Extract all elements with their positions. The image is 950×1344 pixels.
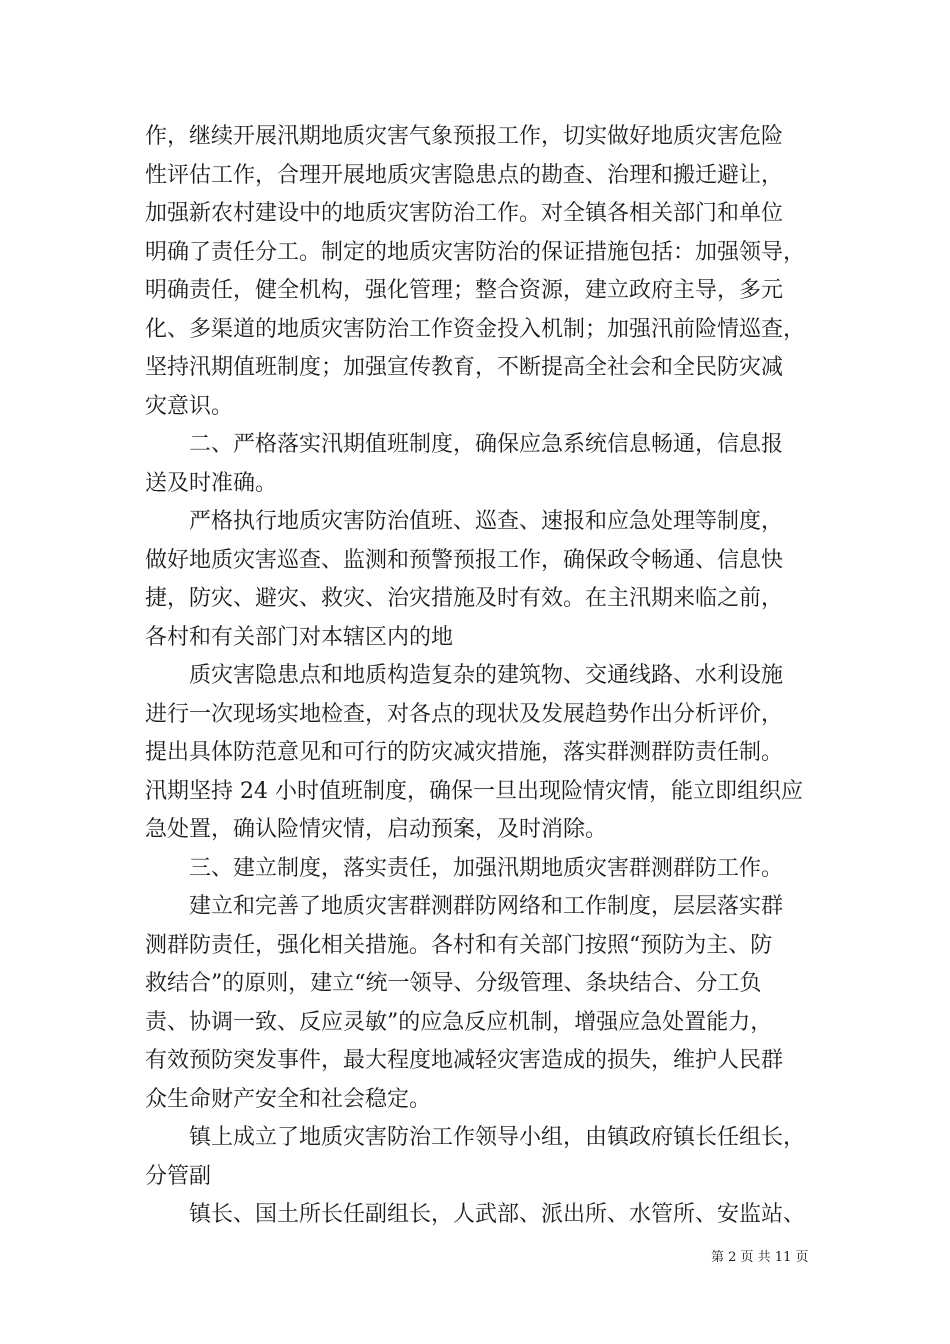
text-line: 汛期坚持 24 小时值班制度，确保一旦出现险情灾情，能立即组织应	[145, 778, 803, 804]
text-line: 责、协调一致、反应灵敏”的应急反应机制，增强应急处置能力，	[145, 1009, 773, 1035]
text-line: 众生命财产安全和社会稳定。	[145, 1086, 432, 1112]
text-line: 加强新农村建设中的地质灾害防治工作。对全镇各相关部门和单位	[145, 201, 784, 226]
text-line: 坚持汛期值班制度；加强宣传教育，不断提高全社会和全民防灾减	[145, 355, 784, 380]
text-line: 捷，防灾、避灾、救灾、治灾措施及时有效。在主汛期来临之前，	[145, 586, 784, 611]
text-line: 急处置，确认险情灾情，启动预案，及时消除。	[145, 817, 608, 842]
text-line: 建立和完善了地质灾害群测群防网络和工作制度，层层落实群	[189, 894, 784, 919]
text-line: 严格执行地质灾害防治值班、巡查、速报和应急处理等制度，	[189, 509, 784, 534]
text-line: 性评估工作，合理开展地质灾害隐患点的勘查、治理和搬迁避让，	[145, 162, 784, 188]
text-line: 救结合”的原则，建立“统一领导、分级管理、条块结合、分工负	[145, 971, 762, 996]
text-line: 镇长、国土所长任副组长，人武部、派出所、水管所、安监站、	[189, 1202, 806, 1227]
text-line: 镇上成立了地质灾害防治工作领导小组，由镇政府镇长任组长，	[189, 1125, 806, 1150]
text-line: 作，继续开展汛期地质灾害气象预报工作，切实做好地质灾害危险	[145, 124, 784, 149]
text-line: 分管副	[145, 1163, 212, 1189]
text-line: 各村和有关部门对本辖区内的地	[145, 624, 454, 650]
text-line: 测群防责任，强化相关措施。各村和有关部门按照“预防为主、防	[145, 932, 773, 958]
text-line: 做好地质灾害巡查、监测和预警预报工作，确保政令畅通、信息快	[145, 547, 784, 573]
text-line: 化、多渠道的地质灾害防治工作资金投入机制；加强汛前险情巡查，	[145, 316, 806, 342]
text-line: 进行一次现场实地检查，对各点的现状及发展趋势作出分析评价，	[145, 701, 784, 727]
text-line: 明确了责任分工。制定的地质灾害防治的保证措施包括：加强领导，	[145, 239, 806, 265]
text-line: 灾意识。	[145, 393, 234, 419]
document-body	[145, 118, 825, 1235]
page-number-footer: 第 2 页 共 11 页	[711, 1250, 809, 1265]
text-line: 质灾害隐患点和地质构造复杂的建筑物、交通线路、水利设施	[189, 663, 784, 688]
text-line: 有效预防突发事件，最大程度地减轻灾害造成的损失，维护人民群	[145, 1048, 784, 1073]
text-line: 提出具体防范意见和可行的防灾减灾措施，落实群测群防责任制。	[145, 740, 784, 765]
text-line: 送及时准确。	[145, 470, 278, 496]
text-line: 明确责任，健全机构，强化管理；整合资源，建立政府主导，多元	[145, 278, 784, 303]
text-line: 二、严格落实汛期值班制度，确保应急系统信息畅通，信息报	[189, 432, 784, 457]
text-line: 三、建立制度，落实责任，加强汛期地质灾害群测群防工作。	[189, 855, 784, 881]
